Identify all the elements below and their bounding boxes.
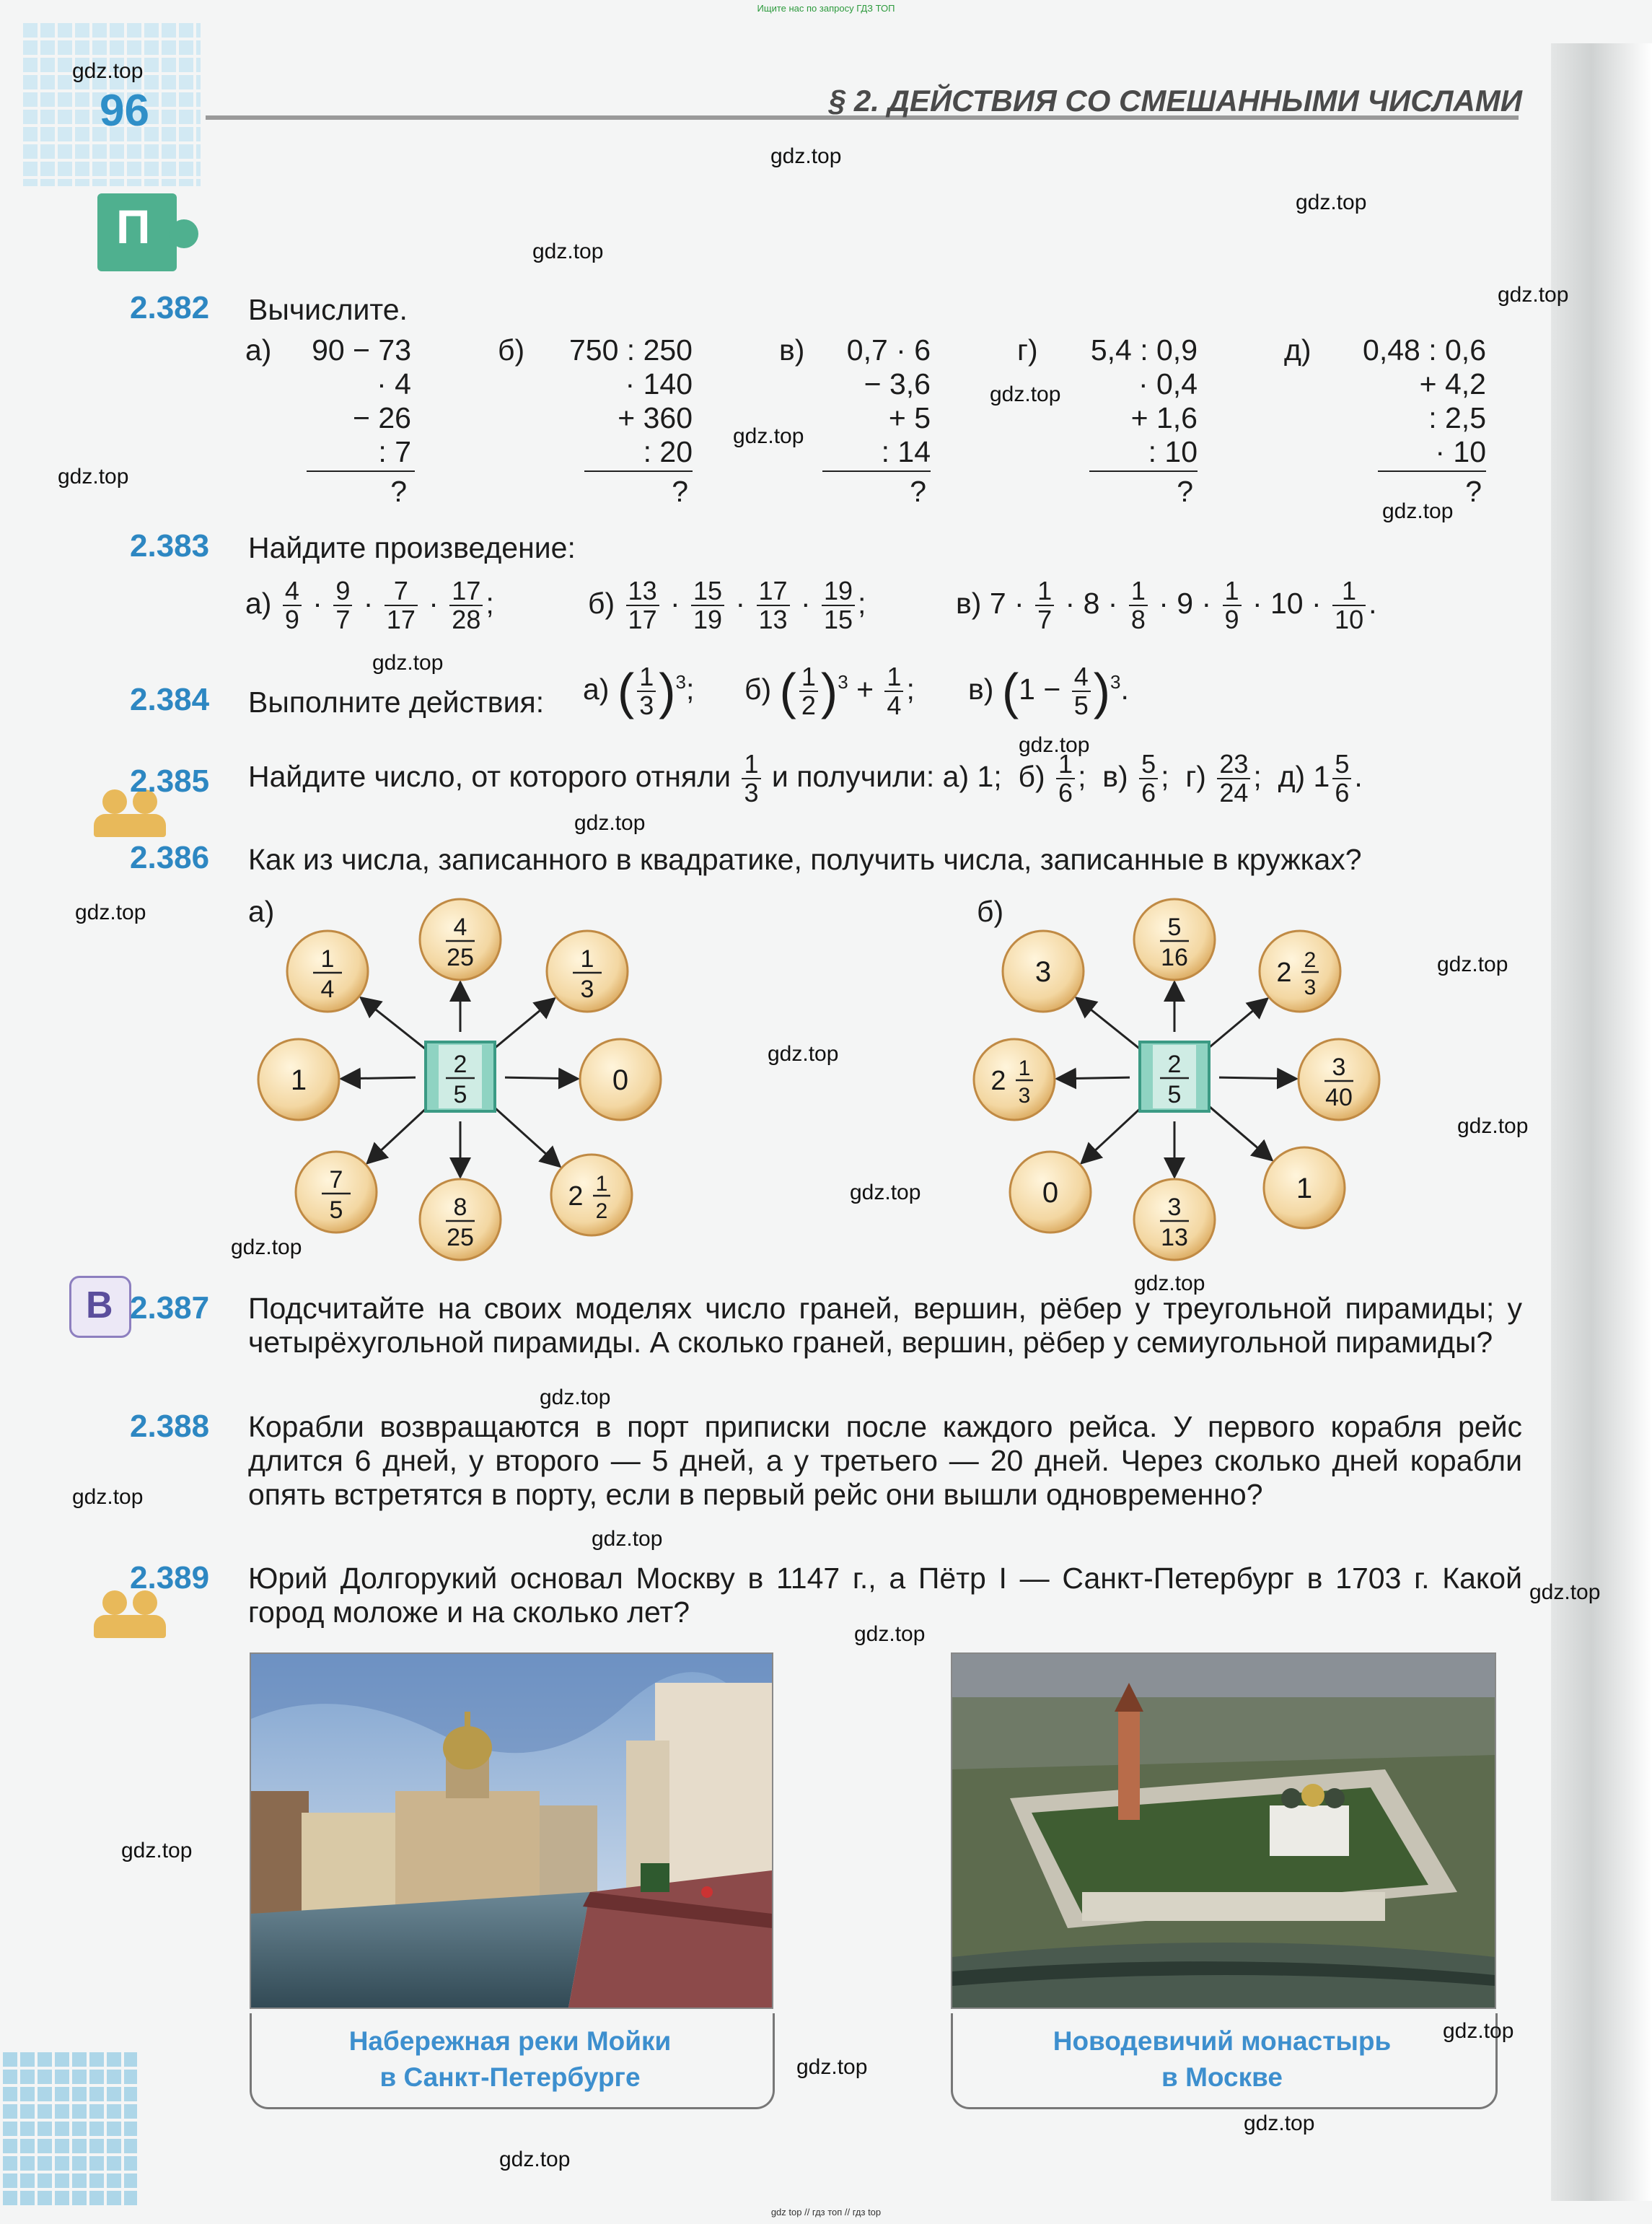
top-note: Ищите нас по запросу ГДЗ ТОП bbox=[757, 3, 895, 14]
denominator: 3 bbox=[1018, 1084, 1031, 1108]
chain-step: 90 − 73 bbox=[312, 333, 411, 367]
denominator: 3 bbox=[580, 976, 594, 1003]
v-badge-icon: В bbox=[69, 1276, 131, 1338]
chain-step: 0,48 : 0,6 bbox=[1363, 333, 1486, 367]
chain-result: ? bbox=[672, 475, 688, 508]
watermark: gdz.top bbox=[1244, 2111, 1315, 2135]
numerator: 8 bbox=[453, 1194, 467, 1221]
chain-step: · 10 bbox=[1435, 435, 1486, 468]
exercise-number: 2.382 bbox=[130, 290, 210, 325]
exercise-title: Вычислите. bbox=[248, 293, 408, 326]
watermark: gdz.top bbox=[990, 382, 1061, 406]
numerator: 3 bbox=[1332, 1054, 1346, 1081]
watermark: gdz.top bbox=[1457, 1114, 1529, 1138]
number-text: 1 bbox=[1296, 1173, 1313, 1204]
exercise-text: Юрий Долгорукий основал Москву в 1147 г., а Пётр I — Санкт-Петербург в 1703 г. Какой город моложе и на сколько лет? bbox=[248, 1562, 1522, 1629]
arrow bbox=[369, 1107, 427, 1162]
denominator: 5 bbox=[329, 1196, 343, 1224]
numerator: 1 bbox=[595, 1172, 608, 1196]
denominator: 4 bbox=[320, 976, 335, 1003]
arrow bbox=[1059, 1077, 1130, 1079]
chain-result: ? bbox=[1177, 475, 1193, 508]
watermark: gdz.top bbox=[1296, 191, 1367, 214]
power-a: а) ( $\frac{1}{3}$ )$^3$; bbox=[583, 662, 695, 720]
numerator: 4 bbox=[453, 914, 467, 941]
watermark: gdz.top bbox=[592, 1527, 663, 1551]
novodevichy-monastery-photo bbox=[951, 1652, 1496, 2009]
exercise-number: 2.383 bbox=[130, 528, 210, 564]
exercise-text: Как из числа, записанного в квадратике, получить числа, записанные в кружках? bbox=[248, 843, 1362, 876]
chain-step: + 4,2 bbox=[1419, 367, 1486, 400]
number-text: 0 bbox=[1042, 1177, 1059, 1209]
watermark: gdz.top bbox=[1134, 1271, 1205, 1295]
numerator: 2 bbox=[1167, 1051, 1182, 1078]
watermark: gdz.top bbox=[574, 811, 646, 835]
watermark: gdz.top bbox=[796, 2055, 868, 2079]
chain-step: 5,4 : 0,9 bbox=[1090, 333, 1198, 367]
chain-result: ? bbox=[390, 475, 407, 508]
arrow bbox=[1083, 1107, 1141, 1162]
chain-step: : 10 bbox=[1148, 435, 1198, 468]
number-text: 1 bbox=[290, 1064, 307, 1096]
exercise-title: Выполните действия: bbox=[248, 686, 545, 719]
exercise-number: 2.387 bbox=[130, 1290, 210, 1326]
number-circle bbox=[974, 1039, 1055, 1120]
watermark: gdz.top bbox=[532, 240, 604, 263]
numerator: 2 bbox=[1304, 948, 1317, 972]
product-v: в) 7 · $\frac{1}{7}$ · 8 · $\frac{1}{8}$ · 9 · $\frac{1}{9}$ · 10 · $\frac{1}{10}$ . bbox=[956, 576, 1377, 634]
numerator: 1 bbox=[1018, 1056, 1031, 1080]
watermark: gdz.top bbox=[1437, 953, 1508, 976]
chain-step: 750 : 250 bbox=[569, 333, 693, 367]
denominator: 25 bbox=[447, 1224, 474, 1251]
watermark: gdz.top bbox=[1498, 283, 1569, 307]
denominator: 5 bbox=[1167, 1081, 1182, 1108]
bottom-note: gdz top // гдз топ // гдз top bbox=[770, 2207, 882, 2218]
chain-label: а) bbox=[245, 333, 272, 367]
watermark: gdz.top bbox=[540, 1385, 611, 1409]
chain-label: г) bbox=[1017, 333, 1038, 367]
section-title: § 2. ДЕЙСТВИЯ СО СМЕШАННЫМИ ЧИСЛАМИ bbox=[828, 84, 1522, 118]
product-a: а) $\frac{4}{9}$ · $\frac{9}{7}$ · $\frac{7}{17}$ · $\frac{17}{28}$ ; bbox=[245, 576, 494, 634]
exercise-text: Корабли возвращаются в порт приписки после каждого рейса. У первого корабля рейс длится 6 дней, у второго — 5 дней, а у третьего — 20 дней. Через сколько дней корабли опять встретятся в порту, если в первый рейс они вышли одновременно? bbox=[248, 1410, 1522, 1511]
numerator: 5 bbox=[1167, 914, 1182, 941]
chain-step: + 1,6 bbox=[1130, 401, 1198, 434]
number-text: 0 bbox=[612, 1064, 629, 1096]
watermark: gdz.top bbox=[1529, 1580, 1601, 1604]
exercise-text: Подсчитайте на своих моделях число граней, вершин, рёбер у треугольной пирамиды; у четырёхугольной пирамиды. А сколько граней, вершин, рёбер у семиугольной пирамиды? bbox=[248, 1292, 1522, 1359]
number-text: 3 bbox=[1034, 956, 1052, 988]
watermark: gdz.top bbox=[72, 1485, 144, 1509]
watermark: gdz.top bbox=[768, 1042, 839, 1066]
watermark: gdz.top bbox=[850, 1181, 921, 1204]
whole-part: 2 bbox=[568, 1181, 584, 1212]
chain-label: в) bbox=[779, 333, 805, 367]
chain-step: − 26 bbox=[353, 401, 411, 434]
exercise-number: 2.388 bbox=[130, 1409, 210, 1444]
watermark: gdz.top bbox=[58, 465, 129, 489]
arrow bbox=[1208, 1106, 1270, 1158]
watermark: gdz.top bbox=[499, 2148, 571, 2171]
chain-step: : 20 bbox=[643, 435, 693, 468]
chain-step: · 140 bbox=[625, 367, 693, 400]
arrow bbox=[493, 1107, 558, 1165]
chain-result: ? bbox=[910, 475, 926, 508]
photo1-caption: Набережная реки Мойки в Санкт-Петербурге bbox=[348, 2026, 672, 2092]
exercise-number: 2.385 bbox=[130, 763, 210, 799]
chain-step: : 7 bbox=[378, 435, 411, 468]
denominator: 5 bbox=[453, 1081, 467, 1108]
subpart-b: б) bbox=[977, 895, 1004, 928]
watermark: gdz.top bbox=[854, 1622, 926, 1646]
arrow bbox=[1208, 1000, 1265, 1048]
arrow bbox=[363, 999, 426, 1049]
chain-label: б) bbox=[498, 333, 525, 367]
watermark: gdz.top bbox=[372, 651, 444, 675]
puzzle-badge-icon: П bbox=[97, 193, 177, 271]
arrow bbox=[1219, 1077, 1294, 1079]
numerator: 2 bbox=[453, 1051, 467, 1078]
subpart-a: а) bbox=[248, 895, 275, 928]
chain-step: · 0,4 bbox=[1138, 367, 1198, 400]
chain-step: · 4 bbox=[377, 367, 411, 400]
watermark: gdz.top bbox=[1443, 2019, 1514, 2043]
whole-part: 2 bbox=[990, 1066, 1006, 1096]
watermark: gdz.top bbox=[1019, 733, 1090, 757]
photo2-caption: Новодевичий монастырь в Москве bbox=[1053, 2026, 1392, 2092]
exercise-number: 2.389 bbox=[130, 1560, 210, 1595]
product-b: б) $\frac{13}{17}$ · $\frac{15}{19}$ · $\frac{17}{13}$ · $\frac{19}{15}$ ; bbox=[588, 576, 866, 634]
numerator: 3 bbox=[1167, 1194, 1182, 1221]
chain-label: д) bbox=[1284, 333, 1312, 367]
exercise-title: Найдите произведение: bbox=[248, 531, 576, 564]
chain-step: + 5 bbox=[888, 401, 931, 434]
exercise-number: 2.386 bbox=[130, 840, 210, 875]
arrow bbox=[1078, 999, 1139, 1048]
power-v: в) (1 − $\frac{4}{5}$ )$^3$. bbox=[968, 662, 1129, 720]
power-b: б) ( $\frac{1}{2}$ )$^3$ + $\frac{1}{4}$ ; bbox=[744, 662, 915, 720]
number-circle bbox=[1260, 931, 1340, 1012]
chain-step: 0,7 · 6 bbox=[846, 333, 931, 367]
watermark: gdz.top bbox=[1382, 499, 1454, 523]
arrow bbox=[505, 1077, 576, 1079]
chain-step: : 14 bbox=[881, 435, 931, 468]
arrow bbox=[343, 1077, 416, 1079]
watermark: gdz.top bbox=[121, 1839, 193, 1862]
watermark: gdz.top bbox=[75, 901, 146, 924]
page-number: 96 bbox=[100, 86, 149, 136]
numerator: 7 bbox=[329, 1166, 343, 1194]
chain-result: ? bbox=[1465, 475, 1482, 508]
number-circle bbox=[551, 1155, 632, 1235]
denominator: 40 bbox=[1325, 1084, 1353, 1111]
watermark: gdz.top bbox=[770, 144, 842, 168]
denominator: 2 bbox=[595, 1199, 608, 1223]
denominator: 3 bbox=[1304, 976, 1317, 999]
chain-step: − 3,6 bbox=[864, 367, 931, 400]
chain-step: + 360 bbox=[618, 401, 693, 434]
whole-part: 2 bbox=[1276, 958, 1292, 988]
watermark: gdz.top bbox=[231, 1235, 302, 1259]
numerator: 1 bbox=[580, 945, 594, 973]
numerator: 1 bbox=[320, 945, 335, 973]
denominator: 16 bbox=[1161, 944, 1188, 971]
watermark: gdz.top bbox=[733, 424, 804, 448]
chain-step: : 2,5 bbox=[1428, 401, 1486, 434]
watermark: gdz.top bbox=[72, 59, 144, 83]
arrow bbox=[495, 1000, 553, 1048]
exercise-number: 2.384 bbox=[130, 682, 210, 717]
exercise-text: Найдите число, от которого отняли $\frac{1}{3}$ и получили: а) 1; б) $\frac{1}{6}$ ; в) $\frac{5}{6}$ ; г) $\frac{23}{24}$ ; д) 1 $\frac{5}{6}$ . bbox=[248, 749, 1363, 807]
denominator: 13 bbox=[1161, 1224, 1188, 1251]
moika-embankment-photo bbox=[250, 1652, 773, 2009]
denominator: 25 bbox=[447, 944, 474, 971]
